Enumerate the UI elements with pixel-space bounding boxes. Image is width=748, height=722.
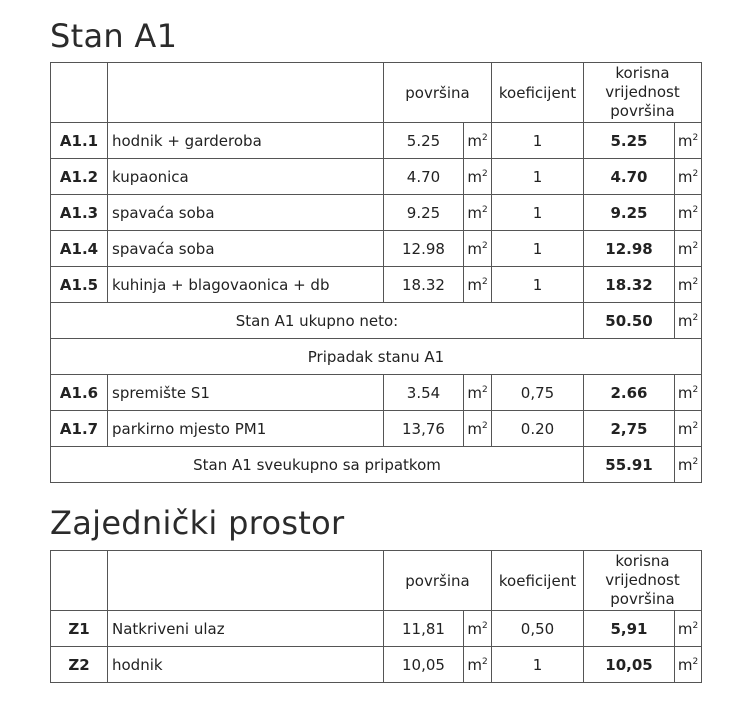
total-label: Stan A1 sveukupno sa pripatkom: [51, 447, 584, 483]
unit-cell: $m^2$: [675, 375, 702, 411]
row-code: A1.1: [51, 123, 108, 159]
row-name: parkirno mjesto PM1: [108, 411, 384, 447]
row-area: 10,05: [384, 647, 464, 683]
header-korisna: korisna vrijednost površina: [584, 551, 702, 611]
subtotal-label: Stan A1 ukupno neto:: [51, 303, 584, 339]
row-coefficient: 1: [492, 267, 584, 303]
unit-cell: $m^2$: [464, 159, 492, 195]
annex-label: Pripadak stanu A1: [51, 339, 702, 375]
row-name: spavaća soba: [108, 195, 384, 231]
row-name: hodnik: [108, 647, 384, 683]
row-name: kupaonica: [108, 159, 384, 195]
row-coefficient: 1: [492, 195, 584, 231]
header-povrsina: površina: [384, 551, 492, 611]
table-header-row: [51, 63, 702, 123]
row-name: Natkriveni ulaz: [108, 611, 384, 647]
section-title-zajednicki-prostor: Zajednički prostor: [50, 504, 345, 542]
row-name: hodnik + garderoba: [108, 123, 384, 159]
row-code: A1.5: [51, 267, 108, 303]
row-area: 4.70: [384, 159, 464, 195]
row-coefficient: 1: [492, 159, 584, 195]
row-useful-area: 12.98: [584, 231, 675, 267]
row-name: spavaća soba: [108, 231, 384, 267]
table-row: [51, 411, 702, 447]
unit-cell: $m^2$: [675, 159, 702, 195]
header-koeficijent: koeficijent: [492, 551, 584, 611]
table-row: [51, 195, 702, 231]
row-useful-area: 2.66: [584, 375, 675, 411]
header-name: [108, 551, 384, 611]
table-row: [51, 159, 702, 195]
row-area: 18.32: [384, 267, 464, 303]
row-code: A1.7: [51, 411, 108, 447]
row-useful-area: 5,91: [584, 611, 675, 647]
unit-cell: $m^2$: [464, 375, 492, 411]
row-code: A1.4: [51, 231, 108, 267]
row-code: Z1: [51, 611, 108, 647]
header-koeficijent: koeficijent: [492, 63, 584, 123]
unit-cell: $m^2$: [464, 231, 492, 267]
table-row: [51, 647, 702, 683]
total-row: [51, 447, 702, 483]
table-row: [51, 231, 702, 267]
row-useful-area: 18.32: [584, 267, 675, 303]
header-name: [108, 63, 384, 123]
row-code: A1.6: [51, 375, 108, 411]
unit-cell: $m^2$: [464, 611, 492, 647]
row-useful-area: 5.25: [584, 123, 675, 159]
total-value: 55.91: [584, 447, 675, 483]
table-row: [51, 123, 702, 159]
row-useful-area: 4.70: [584, 159, 675, 195]
row-name: kuhinja + blagovaonica + db: [108, 267, 384, 303]
table-row: [51, 375, 702, 411]
header-code: [51, 551, 108, 611]
unit-cell: $m^2$: [464, 647, 492, 683]
unit-cell: $m^2$: [675, 411, 702, 447]
unit-cell: $m^2$: [675, 447, 702, 483]
section-title-stan-a1: Stan A1: [50, 17, 178, 55]
row-coefficient: 0,50: [492, 611, 584, 647]
subtotal-row: [51, 303, 702, 339]
annex-heading-row: [51, 339, 702, 375]
row-area: 11,81: [384, 611, 464, 647]
header-povrsina: površina: [384, 63, 492, 123]
row-code: Z2: [51, 647, 108, 683]
row-coefficient: 0.20: [492, 411, 584, 447]
unit-cell: $m^2$: [675, 231, 702, 267]
row-area: 9.25: [384, 195, 464, 231]
table-header-row: [51, 551, 702, 611]
stan-a1-table: [50, 62, 702, 483]
row-code: A1.3: [51, 195, 108, 231]
row-code: A1.2: [51, 159, 108, 195]
unit-cell: $m^2$: [675, 303, 702, 339]
row-area: 13,76: [384, 411, 464, 447]
row-coefficient: 0,75: [492, 375, 584, 411]
row-coefficient: 1: [492, 123, 584, 159]
row-name: spremište S1: [108, 375, 384, 411]
row-coefficient: 1: [492, 231, 584, 267]
row-useful-area: 10,05: [584, 647, 675, 683]
header-code: [51, 63, 108, 123]
row-area: 3.54: [384, 375, 464, 411]
unit-cell: $m^2$: [675, 123, 702, 159]
header-korisna: korisna vrijednost površina: [584, 63, 702, 123]
unit-cell: $m^2$: [464, 123, 492, 159]
row-useful-area: 9.25: [584, 195, 675, 231]
row-area: 12.98: [384, 231, 464, 267]
subtotal-value: 50.50: [584, 303, 675, 339]
row-area: 5.25: [384, 123, 464, 159]
unit-cell: $m^2$: [675, 267, 702, 303]
row-useful-area: 2,75: [584, 411, 675, 447]
unit-cell: $m^2$: [464, 411, 492, 447]
unit-cell: $m^2$: [675, 195, 702, 231]
unit-cell: $m^2$: [464, 267, 492, 303]
row-coefficient: 1: [492, 647, 584, 683]
table-row: [51, 611, 702, 647]
zajednicki-prostor-table: [50, 550, 702, 683]
table-row: [51, 267, 702, 303]
unit-cell: $m^2$: [675, 611, 702, 647]
unit-cell: $m^2$: [464, 195, 492, 231]
unit-cell: $m^2$: [675, 647, 702, 683]
